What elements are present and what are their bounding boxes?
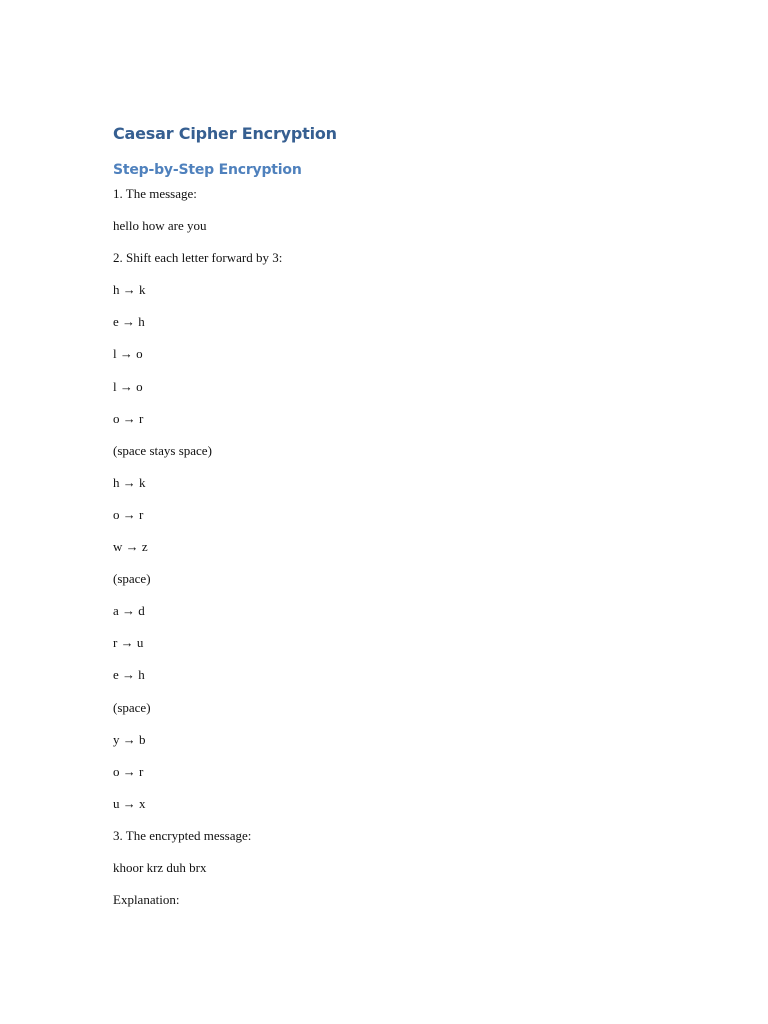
step-3-label: 3. The encrypted message: bbox=[113, 827, 252, 843]
mapping-line: h → k bbox=[113, 474, 146, 490]
document-title: Caesar Cipher Encryption bbox=[113, 124, 337, 143]
space-note: (space stays space) bbox=[113, 442, 212, 458]
mapping-line: o → r bbox=[113, 506, 144, 522]
step-2-label: 2. Shift each letter forward by 3: bbox=[113, 250, 283, 266]
mapping-line: o → r bbox=[113, 410, 144, 426]
encrypted-message: khoor krz duh brx bbox=[113, 859, 207, 875]
mapping-line: a → d bbox=[113, 603, 145, 619]
mapping-line: y → b bbox=[113, 731, 146, 747]
explanation-label: Explanation: bbox=[113, 892, 180, 908]
mapping-line: u → x bbox=[113, 795, 146, 811]
mapping-line: o → r bbox=[113, 763, 144, 779]
mapping-line: r → u bbox=[113, 635, 144, 651]
mapping-line: h → k bbox=[113, 282, 146, 298]
mapping-line: e → h bbox=[113, 667, 145, 683]
mapping-line: w → z bbox=[113, 539, 148, 555]
section-heading: Step-by-Step Encryption bbox=[113, 162, 302, 178]
plaintext-message: hello how are you bbox=[113, 218, 207, 234]
step-1-label: 1. The message: bbox=[113, 186, 197, 201]
mapping-line: l → o bbox=[113, 378, 143, 394]
space-note: (space) bbox=[113, 699, 151, 715]
space-note: (space) bbox=[113, 571, 151, 587]
content-lines bbox=[113, 186, 282, 924]
mapping-line: e → h bbox=[113, 314, 145, 330]
mapping-line: l → o bbox=[113, 346, 143, 362]
